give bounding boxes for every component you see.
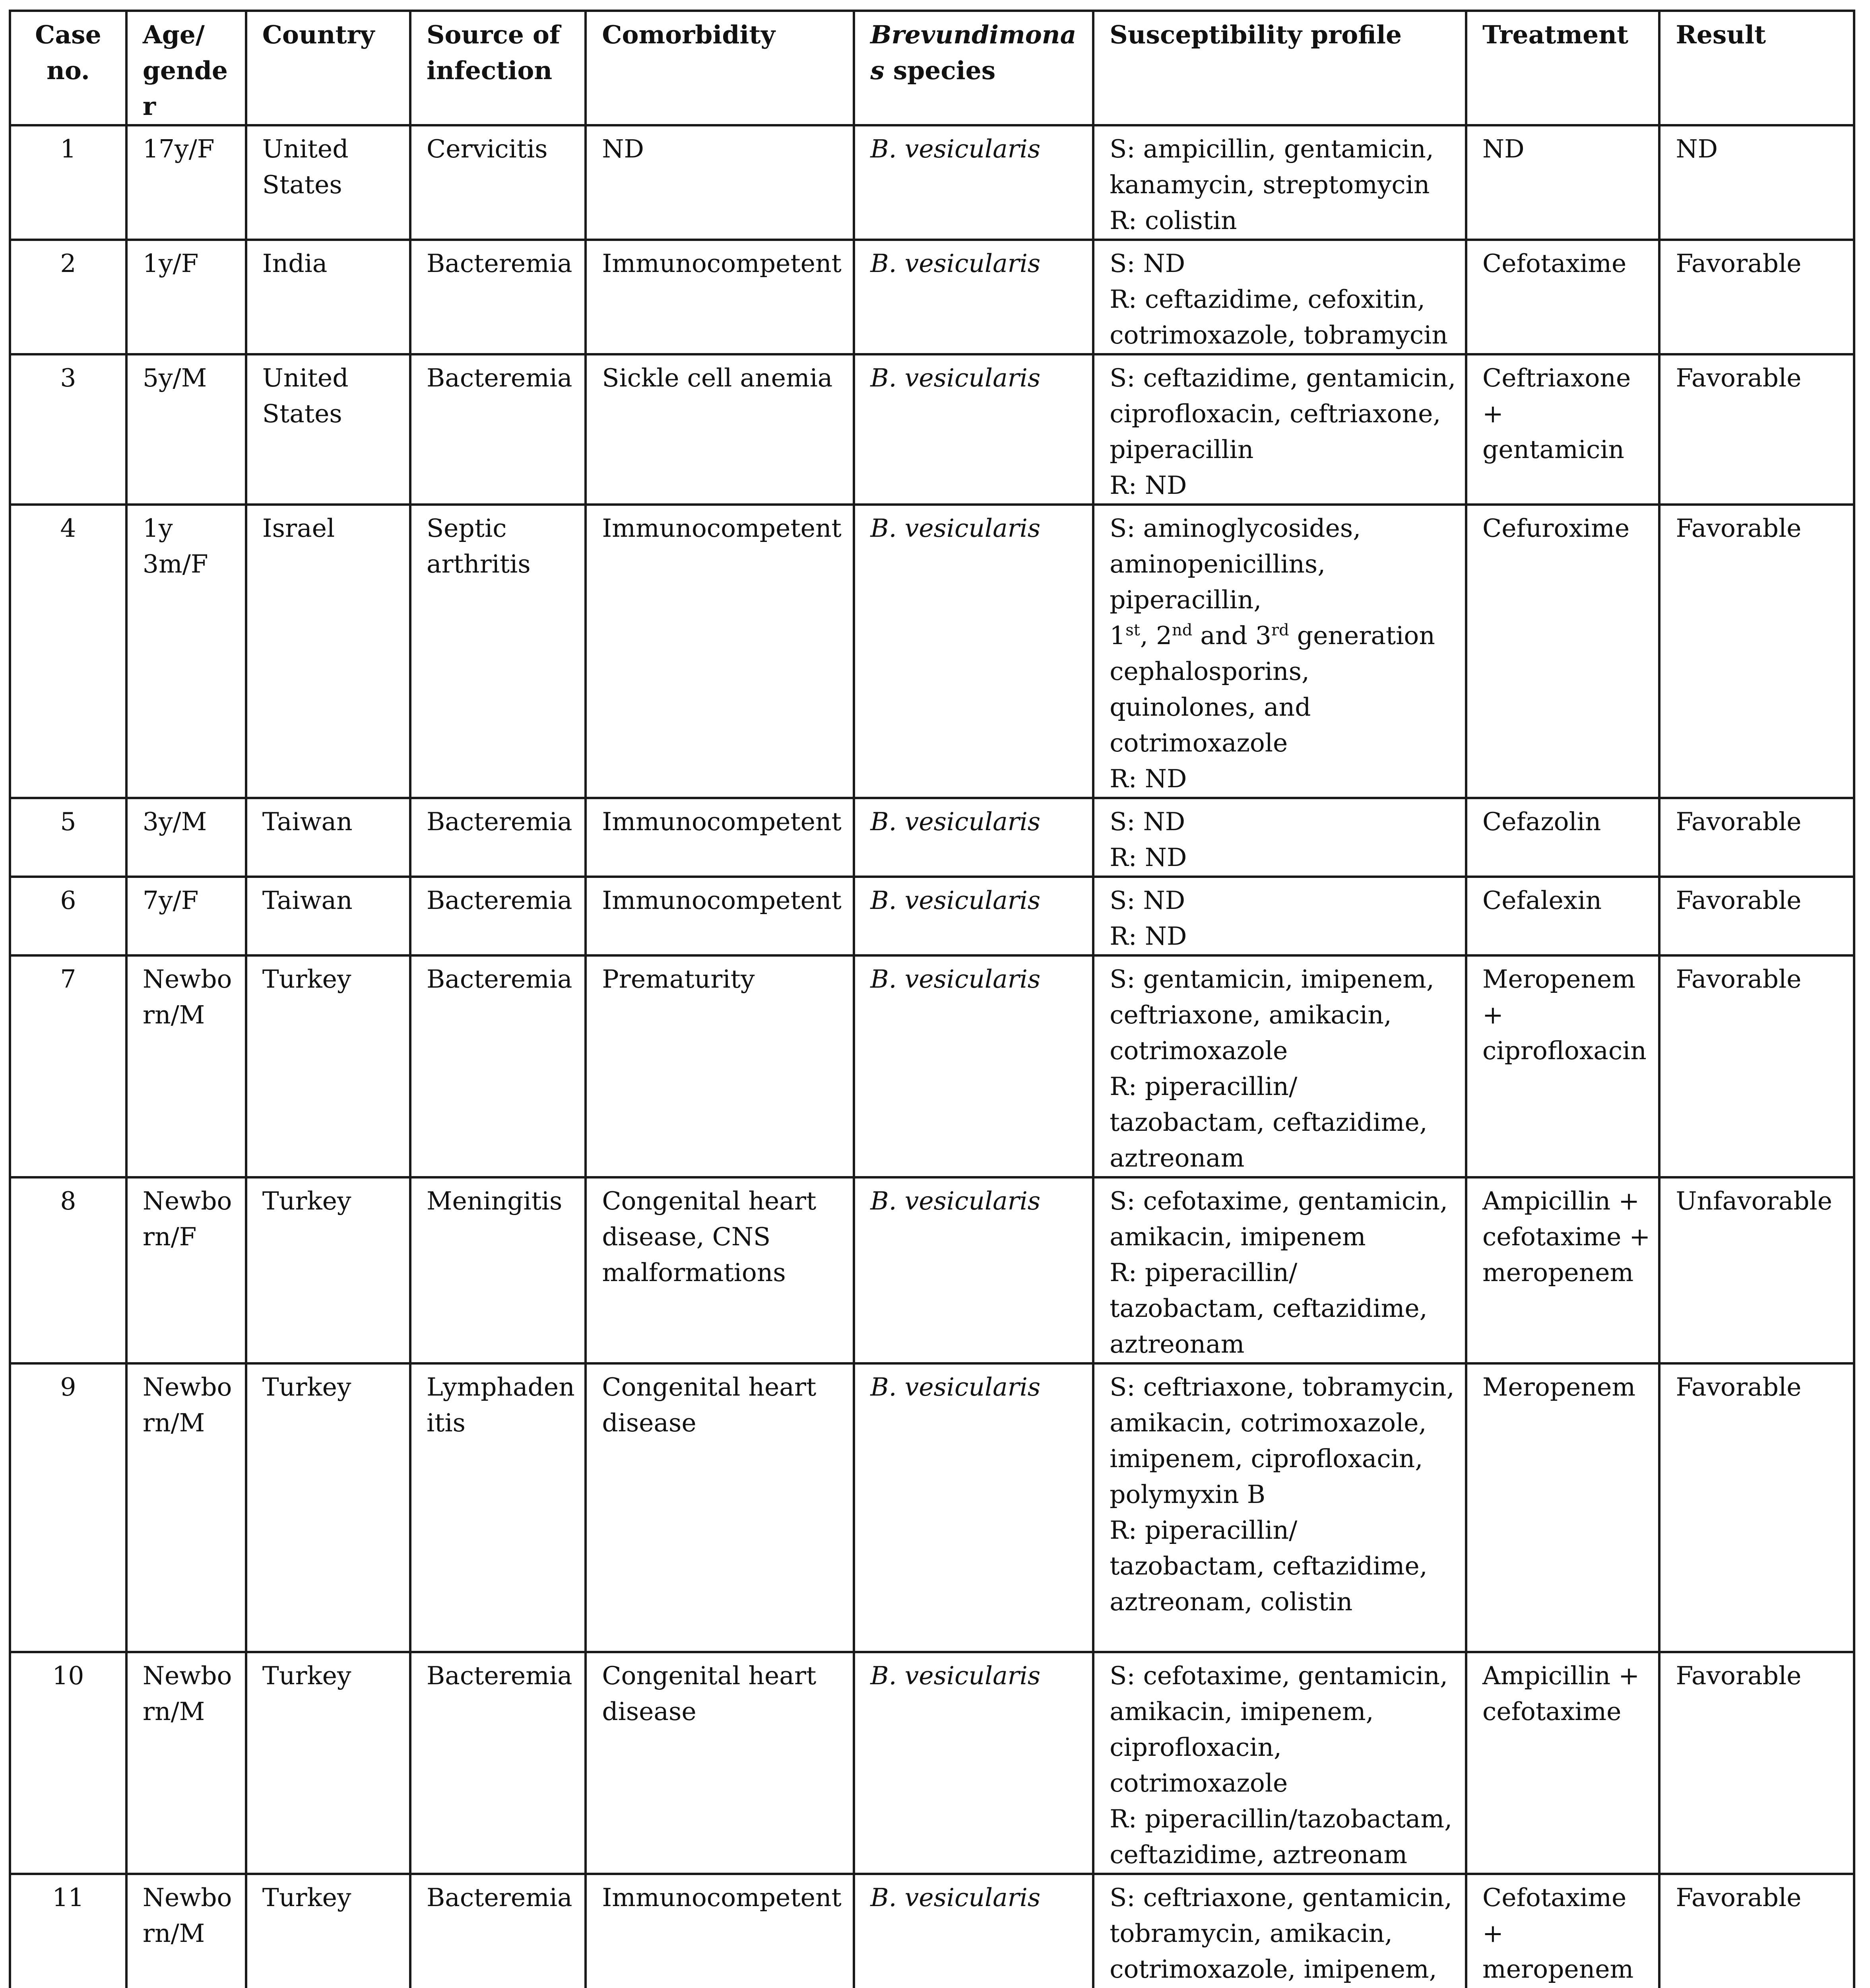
cell-source: Cervicitis xyxy=(410,125,586,240)
table-row xyxy=(10,1874,1854,1988)
cell-country: United States xyxy=(246,125,410,240)
header-species-suffix: species xyxy=(893,56,996,85)
cell-species: B. vesicularis xyxy=(854,505,1093,798)
table-body xyxy=(10,125,1854,1988)
susceptibility-line: S: cefotaxime, gentamicin, amikacin, imipenem, ciprofloxacin, cotrimoxazole xyxy=(1110,1661,1456,1798)
cell-species: B. vesicularis xyxy=(854,877,1093,955)
susceptibility-line: S: ND xyxy=(1110,886,1185,915)
cell-result: Favorable xyxy=(1659,1874,1854,1988)
table-row xyxy=(10,877,1854,955)
cell-result: Favorable xyxy=(1659,240,1854,354)
header-species xyxy=(854,11,1093,125)
cell-age-gender: 3y/M xyxy=(126,798,246,877)
table-row xyxy=(10,798,1854,877)
cell-country: Taiwan xyxy=(246,798,410,877)
cell-source: Bacteremia xyxy=(410,1874,586,1988)
cell-susceptibility xyxy=(1093,955,1466,1177)
header-country: Country xyxy=(246,11,410,125)
cell-result: Favorable xyxy=(1659,1652,1854,1874)
susceptibility-line: R: ND xyxy=(1110,922,1187,951)
cell-treatment: Ampicillin + cefotaxime + meropenem xyxy=(1466,1177,1659,1363)
table-row xyxy=(10,955,1854,1177)
susceptibility-line: R: piperacillin/tazobactam, ceftazidime, aztreonam xyxy=(1110,1804,1461,1869)
cell-species: B. vesicularis xyxy=(854,354,1093,505)
cell-comorbidity: Congenital heart disease xyxy=(586,1363,854,1652)
table-row xyxy=(10,240,1854,354)
cell-source: Bacteremia xyxy=(410,1652,586,1874)
cell-source: Septic arthritis xyxy=(410,505,586,798)
cell-case-no: 1 xyxy=(10,125,126,240)
cell-result: Unfavorable xyxy=(1659,1177,1854,1363)
cell-case-no: 9 xyxy=(10,1363,126,1652)
susceptibility-line: S: aminoglycosides, aminopenicillins, piperacillin, xyxy=(1110,514,1369,614)
cell-comorbidity: Congenital heart disease, CNS malformations xyxy=(586,1177,854,1363)
table-row xyxy=(10,354,1854,505)
cell-source: Bacteremia xyxy=(410,798,586,877)
cell-treatment: Cefotaxime xyxy=(1466,240,1659,354)
cell-treatment: ND xyxy=(1466,125,1659,240)
header-source-of-infection: Source of infection xyxy=(410,11,586,125)
susceptibility-line: S: ceftriaxone, gentamicin, tobramycin, amikacin, cotrimoxazole, imipenem, xyxy=(1110,1883,1452,1984)
susceptibility-line: S: ND xyxy=(1110,249,1185,278)
cell-comorbidity: Immunocompetent xyxy=(586,798,854,877)
cell-age-gender: 17y/F xyxy=(126,125,246,240)
cell-species: B. vesicularis xyxy=(854,955,1093,1177)
cell-species: B. vesicularis xyxy=(854,240,1093,354)
cell-comorbidity: Prematurity xyxy=(586,955,854,1177)
cell-species: B. vesicularis xyxy=(854,1652,1093,1874)
cell-country: Turkey xyxy=(246,1652,410,1874)
susceptibility-line: R: colistin xyxy=(1110,206,1237,235)
cell-susceptibility xyxy=(1093,354,1466,505)
cell-case-no: 5 xyxy=(10,798,126,877)
cell-result: Favorable xyxy=(1659,1363,1854,1652)
table-row xyxy=(10,1363,1854,1652)
cell-treatment: Cefuroxime xyxy=(1466,505,1659,798)
susceptibility-line: S: gentamicin, imipenem, ceftriaxone, amikacin, cotrimoxazole xyxy=(1110,965,1442,1065)
cell-species: B. vesicularis xyxy=(854,1363,1093,1652)
cell-case-no: 8 xyxy=(10,1177,126,1363)
cell-comorbidity: Sickle cell anemia xyxy=(586,354,854,505)
cell-case-no: 10 xyxy=(10,1652,126,1874)
cell-susceptibility xyxy=(1093,1177,1466,1363)
cell-age-gender: Newborn/M xyxy=(126,1874,246,1988)
susceptibility-line: R: ND xyxy=(1110,471,1187,500)
cell-result: Favorable xyxy=(1659,354,1854,505)
cell-case-no: 7 xyxy=(10,955,126,1177)
cell-comorbidity: Immunocompetent xyxy=(586,505,854,798)
susceptibility-line: S: ceftriaxone, tobramycin, amikacin, cotrimoxazole, imipenem, ciprofloxacin, polymyxin B xyxy=(1110,1373,1463,1509)
susceptibility-line: R: ceftazidime, cefoxitin, cotrimoxazole, tobramycin xyxy=(1110,285,1448,349)
cell-treatment: Ampicillin + cefotaxime xyxy=(1466,1652,1659,1874)
header-result: Result xyxy=(1659,11,1854,125)
cell-country: Turkey xyxy=(246,1177,410,1363)
cell-case-no: 11 xyxy=(10,1874,126,1988)
cell-susceptibility xyxy=(1093,505,1466,798)
susceptibility-line: R: piperacillin/ tazobactam, ceftazidime, aztreonam xyxy=(1110,1258,1435,1359)
cell-source: Lymphadenitis xyxy=(410,1363,586,1652)
header-susceptibility-profile: Susceptibility profile xyxy=(1093,11,1466,125)
cell-species: B. vesicularis xyxy=(854,125,1093,240)
cell-comorbidity: Immunocompetent xyxy=(586,877,854,955)
cell-comorbidity: Immunocompetent xyxy=(586,1874,854,1988)
cell-treatment: Cefotaxime + meropenem xyxy=(1466,1874,1659,1988)
cell-treatment: Cefalexin xyxy=(1466,877,1659,955)
cell-susceptibility xyxy=(1093,1874,1466,1988)
cell-treatment: Cefazolin xyxy=(1466,798,1659,877)
susceptibility-line: S: ceftazidime, gentamicin, ciprofloxacin, ceftriaxone, piperacillin xyxy=(1110,363,1464,464)
cell-age-gender: Newborn/M xyxy=(126,1363,246,1652)
cell-country: Israel xyxy=(246,505,410,798)
cell-source: Bacteremia xyxy=(410,240,586,354)
cell-age-gender: 5y/M xyxy=(126,354,246,505)
cell-susceptibility xyxy=(1093,798,1466,877)
header-species-genus: Brevundimonas xyxy=(870,20,1077,85)
cell-age-gender: 1y/F xyxy=(126,240,246,354)
cell-case-no: 3 xyxy=(10,354,126,505)
susceptibility-line: S: ND xyxy=(1110,807,1185,836)
cell-susceptibility xyxy=(1093,1652,1466,1874)
cell-result: ND xyxy=(1659,125,1854,240)
header-row xyxy=(10,11,1854,125)
cell-country: United States xyxy=(246,354,410,505)
cell-age-gender: Newborn/M xyxy=(126,955,246,1177)
susceptibility-line: S: ampicillin, gentamicin, kanamycin, streptomycin xyxy=(1110,134,1442,199)
susceptibility-line: R: piperacillin/ tazobactam, ceftazidime, aztreonam xyxy=(1110,1072,1435,1173)
cell-species: B. vesicularis xyxy=(854,1177,1093,1363)
table-row xyxy=(10,125,1854,240)
cell-species: B. vesicularis xyxy=(854,798,1093,877)
cell-treatment: Ceftriaxone + gentamicin xyxy=(1466,354,1659,505)
cell-result: Favorable xyxy=(1659,505,1854,798)
table-row xyxy=(10,1652,1854,1874)
cell-age-gender: 7y/F xyxy=(126,877,246,955)
cell-country: Turkey xyxy=(246,1363,410,1652)
cell-result: Favorable xyxy=(1659,798,1854,877)
susceptibility-line: R: ND xyxy=(1110,764,1187,793)
header-treatment: Treatment xyxy=(1466,11,1659,125)
cell-case-no: 6 xyxy=(10,877,126,955)
cell-source: Bacteremia xyxy=(410,354,586,505)
cell-age-gender: Newborn/M xyxy=(126,1652,246,1874)
table-row xyxy=(10,505,1854,798)
cell-result: Favorable xyxy=(1659,955,1854,1177)
cell-case-no: 4 xyxy=(10,505,126,798)
cell-source: Bacteremia xyxy=(410,955,586,1177)
cell-age-gender: Newborn/F xyxy=(126,1177,246,1363)
susceptibility-line: R: piperacillin/ tazobactam, ceftazidime, aztreonam, colistin xyxy=(1110,1516,1435,1616)
cell-age-gender: 1y 3m/F xyxy=(126,505,246,798)
susceptibility-line: S: cefotaxime, gentamicin, amikacin, imipenem xyxy=(1110,1186,1456,1251)
cell-comorbidity: Immunocompetent xyxy=(586,240,854,354)
cell-source: Bacteremia xyxy=(410,877,586,955)
cell-result: Favorable xyxy=(1659,877,1854,955)
cell-species: B. vesicularis xyxy=(854,1874,1093,1988)
cell-treatment: Meropenem + ciprofloxacin xyxy=(1466,955,1659,1177)
header-comorbidity: Comorbidity xyxy=(586,11,854,125)
cell-source: Meningitis xyxy=(410,1177,586,1363)
susceptibility-line: R: ND xyxy=(1110,843,1187,872)
cell-comorbidity: ND xyxy=(586,125,854,240)
cell-country: Taiwan xyxy=(246,877,410,955)
cell-comorbidity: Congenital heart disease xyxy=(586,1652,854,1874)
cell-country: Turkey xyxy=(246,955,410,1177)
header-case-no: Case no. xyxy=(10,11,126,125)
cell-case-no: 2 xyxy=(10,240,126,354)
case-table xyxy=(9,10,1855,1988)
cell-susceptibility xyxy=(1093,125,1466,240)
cell-susceptibility xyxy=(1093,877,1466,955)
header-age-gender: Age/ gender xyxy=(126,11,246,125)
susceptibility-line: 1st, 2nd and 3rd generation cephalosporins, quinolones, and cotrimoxazole xyxy=(1110,621,1443,757)
cell-treatment: Meropenem xyxy=(1466,1363,1659,1652)
cell-susceptibility xyxy=(1093,1363,1466,1652)
cell-country: India xyxy=(246,240,410,354)
table-row xyxy=(10,1177,1854,1363)
cell-susceptibility xyxy=(1093,240,1466,354)
cell-country: Turkey xyxy=(246,1874,410,1988)
